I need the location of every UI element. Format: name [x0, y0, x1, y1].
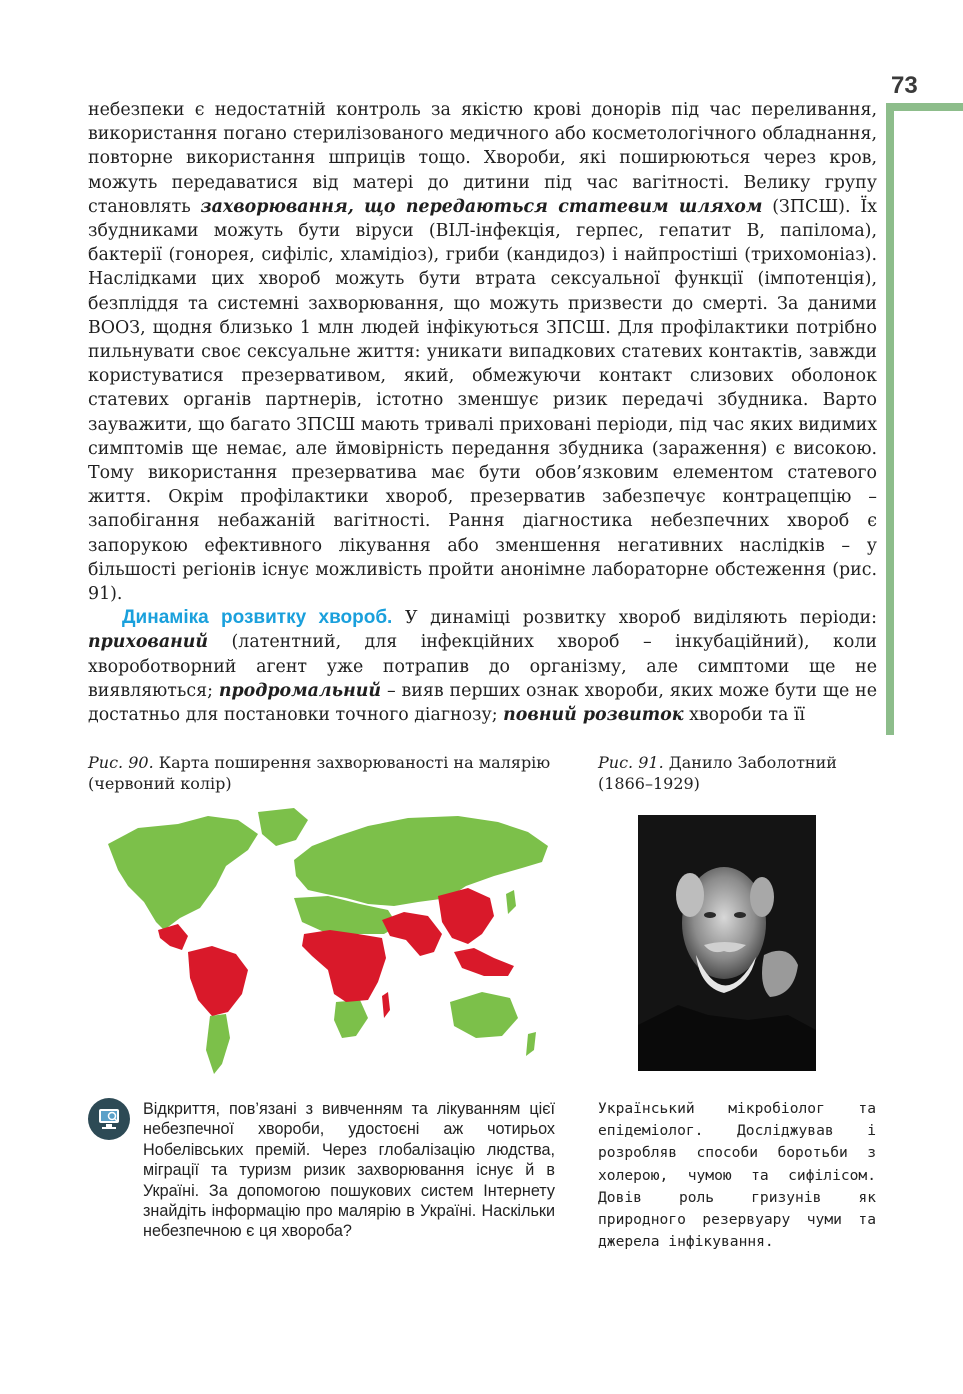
figure-91-caption: [598, 752, 868, 794]
computer-search-icon: [88, 1098, 130, 1140]
figure-91-label: Рис. 91.: [598, 753, 664, 772]
text-run: У динаміці розвитку хвороб виділяють періоди:: [392, 608, 878, 629]
emphasis-term: продромальний: [218, 680, 382, 701]
figure-91-text: Данило Заболотний (1866–1929): [598, 753, 837, 793]
task-text: Відкриття, пов’язані з вивченням та лікуванням цієї небезпечної хвороби, удостоєні аж чотирьох Нобелівських премій. Через глобалізацію людства, міграції та туризм ризик захворювання існує й в Україні. За допомогою пошукових систем Інтернету знайдіть інформацію про малярію в Україні. Наскільки небезпечною є ця хвороба?: [143, 1100, 555, 1241]
paragraph-1: [88, 98, 877, 606]
figure-90-label: Рис. 90.: [88, 753, 154, 772]
accent-bar-top: [886, 103, 963, 111]
text-run: – вияв перших ознак хвороби, яких може бути ще не достатньо для постановки точного діагнозу;: [88, 680, 877, 726]
text-run: (ЗПСШ). Їх збудниками можуть бути віруси (ВІЛ-інфекція, герпес, гепатит В, папілома), бактерії (гонорея, сифіліс, хламідіоз), гриби (кандидоз) і найпростіші (трихомоніаз). Наслідками цих хвороб можуть бути втрата сексуальної функції (імпотенція), безпліддя та системні захворювання, що можуть призвести до смерті. За даними ВООЗ, щодня близько 1 млн людей інфікуються ЗПСШ. Для профілактики потрібно пильнувати своє сексуальне життя: уникати випадкових статевих контактів, завжди користуватися презервативом, який, обмежуючи контакт слизових оболонок статевих органів партнерів, істотно зменшує ризик передачі збудника. Варто зауважити, що багато ЗПСШ мають тривалі приховані періоди, під час яких видимих симптомів ще немає, але ймовірність передання збудника (зараження) є високою. Тому використання презерватива має бути обов’язковим елементом статевого життя. Окрім профілактики хвороб, презерватив забезпечує контрацепцію – запобігання небажаній вагітності. Рання діагностика небезпечних хвороб є запорукою ефективного лікування або зменшення негативних наслідків – у більшості регіонів існує можливість пройти анонімне лабораторне обстеження (рис. 91).: [88, 196, 878, 605]
main-text: [88, 98, 877, 727]
text-run: (латентний, для інфекційних хвороб – інкубаційний), коли хвороботворний агент уже потрапив до організму, але симптоми ще не виявляються;: [88, 632, 877, 701]
figure-90-caption: [88, 752, 558, 794]
paragraph-2: [88, 606, 877, 727]
text-run: хвороби та її: [683, 705, 805, 726]
emphasis-term: повний розвиток: [503, 705, 684, 726]
page-number: 73: [891, 72, 918, 99]
emphasis-term: прихований: [88, 632, 209, 653]
section-heading: Динаміка розвитку хвороб.: [122, 607, 393, 629]
emphasis-term: захворювання, що передаються статевим шляхом: [200, 196, 763, 217]
zabolotny-portrait: [638, 815, 816, 1071]
biography-text: Український мікробіолог та епідеміолог. Досліджував і розробляв способи боротьби з холерою, чумою та сифілісом. Довів роль гризунів як природного резервуару чуми та джерела інфікування.: [598, 1100, 876, 1251]
malaria-world-map: [98, 806, 568, 1078]
text-run: небезпеки є недостатній контроль за якістю крові донорів під час переливання, використання погано стерилізованого медичного або косметологічного обладнання, повторне використання шприців тощо. Хвороби, які поширюються через кров, можуть передаватися від матері до дитини під час вагітності. Велику групу становлять: [88, 100, 877, 217]
accent-bar-side: [886, 103, 894, 735]
figure-90-text: Карта поширення захворюваності на малярію (червоний колір): [88, 753, 551, 793]
